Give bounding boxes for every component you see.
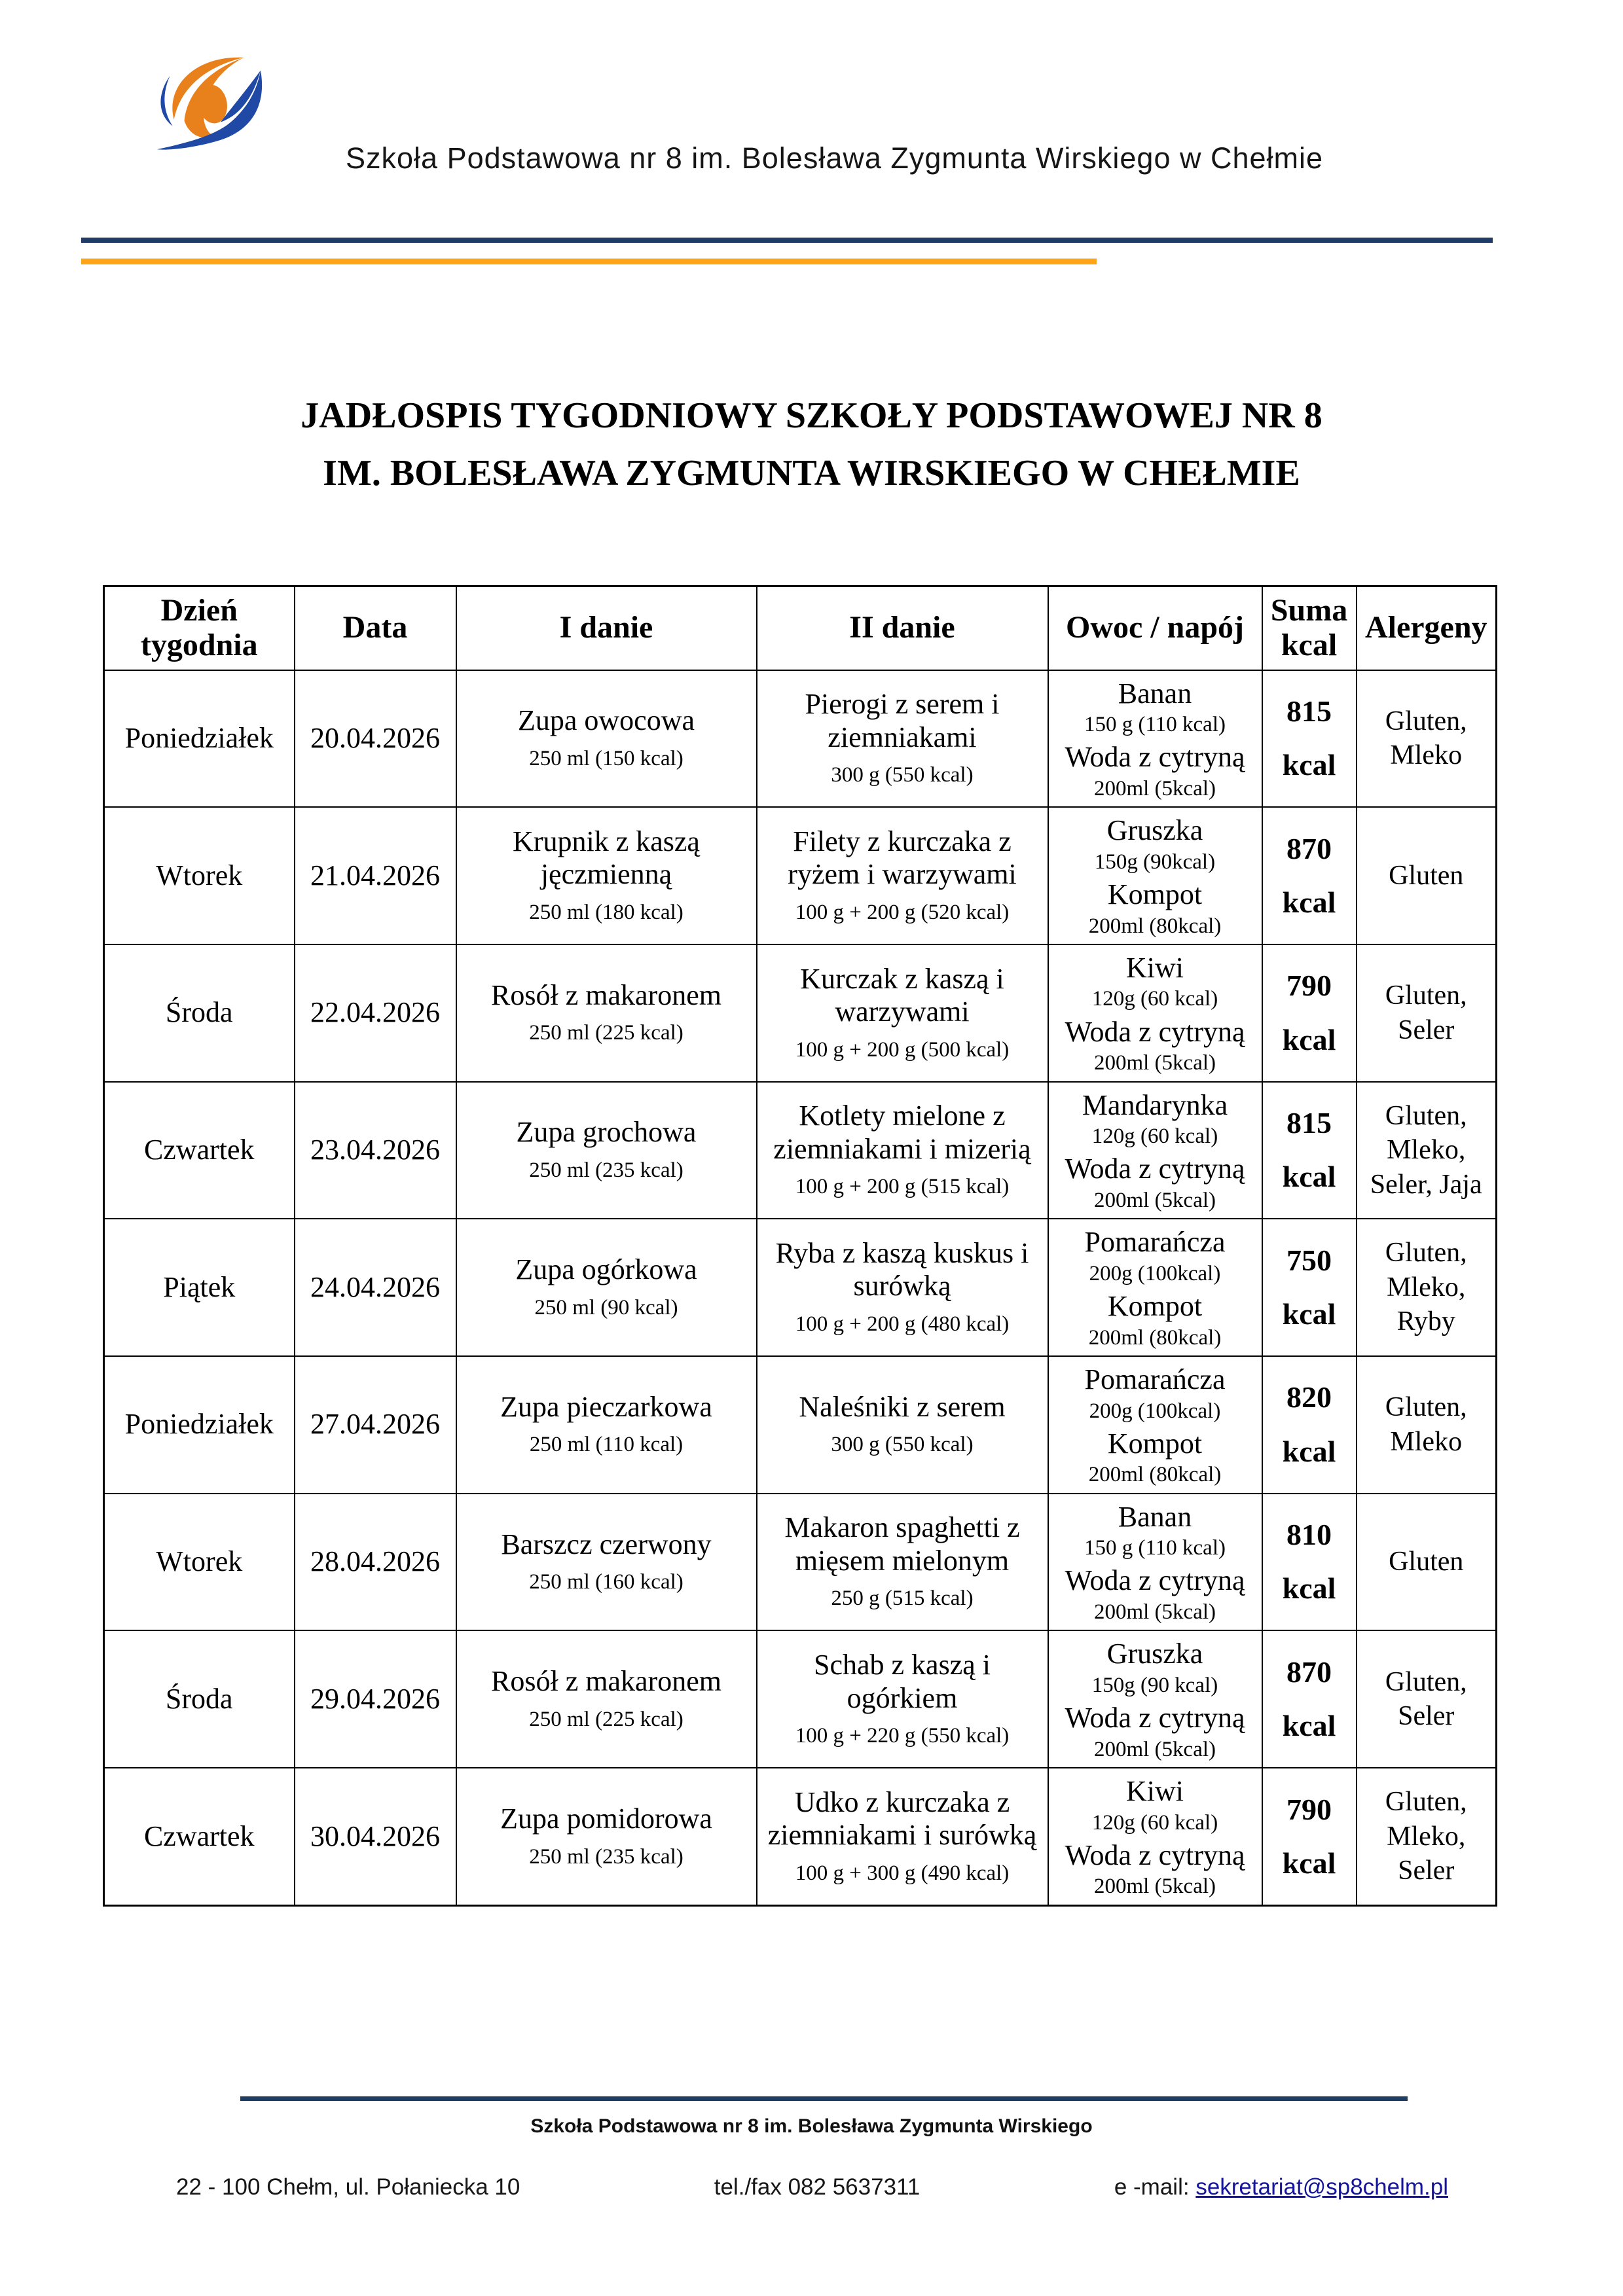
document-title: [0, 396, 1623, 493]
column-header-allergens: Alergeny: [1357, 586, 1497, 670]
header-school-name: Szkoła Podstawowa nr 8 im. Bolesława Zygmunta Wirskiego w Chełmie: [346, 141, 1324, 175]
column-header-course2: II danie: [757, 586, 1048, 670]
fruit-drink-cell: [1048, 1356, 1262, 1494]
fruit-portion: 150g (90 kcal): [1091, 1673, 1218, 1697]
fruit-name: Gruszka: [1106, 814, 1203, 847]
kcal-value: 810: [1286, 1518, 1332, 1552]
fruit-portion: 120g (60 kcal): [1091, 1810, 1218, 1835]
course1-portion: 250 ml (235 kcal): [529, 1844, 684, 1869]
course2-name: Naleśniki z serem: [799, 1390, 1006, 1423]
table-row: [104, 807, 1497, 944]
footer-address: 22 - 100 Chełm, ul. Połaniecka 10: [176, 2174, 520, 2200]
course1-cell: [456, 1494, 757, 1631]
allergens-cell: Gluten, Mleko: [1357, 1356, 1497, 1494]
date-cell: 21.04.2026: [295, 807, 456, 944]
footer-email: [1114, 2174, 1448, 2200]
kcal-cell: [1262, 1768, 1357, 1905]
course1-name: Rosół z makaronem: [491, 1665, 721, 1698]
kcal-value: 870: [1286, 831, 1332, 865]
kcal-value: 815: [1286, 1106, 1332, 1140]
course2-portion: 250 g (515 kcal): [831, 1587, 974, 1611]
document-title-line1: JADŁOSPIS TYGODNIOWY SZKOŁY PODSTAWOWEJ NR 8: [301, 395, 1322, 436]
kcal-value: 870: [1286, 1655, 1332, 1689]
course2-cell: [757, 670, 1048, 808]
fruit-portion: 150 g (110 kcal): [1084, 713, 1226, 737]
course2-cell: [757, 1356, 1048, 1494]
course2-name: Ryba z kaszą kuskus i surówką: [775, 1236, 1029, 1302]
date-cell: 20.04.2026: [295, 670, 456, 808]
table-header-row: [104, 586, 1497, 670]
fruit-drink-cell: [1048, 1494, 1262, 1631]
course2-cell: [757, 1494, 1048, 1631]
drink-portion: 200ml (80kcal): [1088, 914, 1222, 938]
fruit-portion: 150g (90kcal): [1094, 850, 1216, 874]
fruit-drink-cell: [1048, 1630, 1262, 1768]
day-cell: Piątek: [104, 1219, 295, 1356]
drink-name: Woda z cytryną: [1065, 1015, 1245, 1048]
fruit-portion: 120g (60 kcal): [1091, 1124, 1218, 1149]
course2-cell: [757, 1219, 1048, 1356]
kcal-value: 750: [1286, 1243, 1332, 1277]
kcal-cell: [1262, 1356, 1357, 1494]
day-cell: Czwartek: [104, 1768, 295, 1905]
drink-name: Woda z cytryną: [1065, 741, 1245, 774]
kcal-cell: [1262, 807, 1357, 944]
day-cell: Wtorek: [104, 1494, 295, 1631]
course2-name: Makaron spaghetti z mięsem mielonym: [784, 1511, 1020, 1577]
kcal-unit: kcal: [1282, 1160, 1336, 1194]
course2-portion: 100 g + 200 g (500 kcal): [795, 1037, 1010, 1062]
allergens-cell: Gluten, Mleko, Seler, Jaja: [1357, 1082, 1497, 1219]
fruit-drink-cell: [1048, 1768, 1262, 1905]
day-cell: Poniedziałek: [104, 1356, 295, 1494]
fruit-name: Gruszka: [1106, 1638, 1203, 1670]
course2-portion: 100 g + 200 g (480 kcal): [795, 1312, 1010, 1336]
course2-name: Kurczak z kaszą i warzywami: [800, 962, 1004, 1028]
table-row: [104, 1082, 1497, 1219]
kcal-cell: [1262, 670, 1357, 808]
day-cell: Środa: [104, 1630, 295, 1768]
day-cell: Poniedziałek: [104, 670, 295, 808]
kcal-cell: [1262, 1494, 1357, 1631]
drink-name: Woda z cytryną: [1065, 1702, 1245, 1734]
allergens-cell: Gluten, Mleko, Ryby: [1357, 1219, 1497, 1356]
weekly-menu-table: [103, 585, 1497, 1907]
course1-name: Zupa ogórkowa: [515, 1253, 697, 1286]
course2-cell: [757, 944, 1048, 1082]
drink-portion: 200ml (80kcal): [1088, 1463, 1222, 1487]
column-header-date: Data: [295, 586, 456, 670]
footer-school-name: Szkoła Podstawowa nr 8 im. Bolesława Zygmunta Wirskiego: [530, 2115, 1093, 2137]
allergens-cell: Gluten, Seler: [1357, 944, 1497, 1082]
kcal-cell: [1262, 1082, 1357, 1219]
day-cell: Wtorek: [104, 807, 295, 944]
kcal-unit: kcal: [1282, 1434, 1336, 1468]
course2-portion: 100 g + 220 g (550 kcal): [795, 1724, 1010, 1748]
fruit-drink-cell: [1048, 1082, 1262, 1219]
course1-name: Krupnik z kaszą jęczmienną: [513, 825, 700, 891]
course1-name: Zupa owocowa: [517, 704, 695, 737]
course2-name: Pierogi z serem i ziemniakami: [805, 688, 1000, 753]
column-header-day: Dzień tygodnia: [104, 586, 295, 670]
course1-portion: 250 ml (160 kcal): [529, 1570, 684, 1594]
course1-name: Zupa pieczarkowa: [500, 1390, 712, 1423]
drink-name: Kompot: [1107, 1427, 1203, 1460]
document-title-line2: IM. BOLESŁAWA ZYGMUNTA WIRSKIEGO W CHEŁMIE: [323, 453, 1300, 493]
fruit-name: Kiwi: [1126, 1775, 1184, 1807]
course1-portion: 250 ml (225 kcal): [529, 1707, 684, 1731]
drink-portion: 200ml (5kcal): [1093, 1189, 1216, 1212]
date-cell: 22.04.2026: [295, 944, 456, 1082]
date-cell: 23.04.2026: [295, 1082, 456, 1219]
drink-portion: 200ml (80kcal): [1088, 1325, 1222, 1350]
course1-portion: 250 ml (110 kcal): [529, 1433, 684, 1457]
course2-portion: 100 g + 200 g (520 kcal): [795, 901, 1010, 924]
school-logo-icon: [155, 54, 267, 157]
fruit-portion: 200g (100kcal): [1089, 1261, 1221, 1285]
course1-cell: [456, 1082, 757, 1219]
course1-portion: 250 ml (90 kcal): [534, 1295, 678, 1319]
fruit-drink-cell: [1048, 670, 1262, 808]
table-row: [104, 1630, 1497, 1768]
course1-cell: [456, 1356, 757, 1494]
footer-phone: tel./fax 082 5637311: [714, 2174, 921, 2200]
kcal-unit: kcal: [1282, 1297, 1336, 1331]
drink-name: Woda z cytryną: [1065, 1564, 1245, 1597]
course1-cell: [456, 807, 757, 944]
allergens-cell: Gluten, Seler: [1357, 1630, 1497, 1768]
footer-contact-row: [176, 2174, 1448, 2200]
course1-portion: 250 ml (225 kcal): [529, 1021, 684, 1045]
kcal-unit: kcal: [1282, 886, 1336, 920]
table-row: [104, 944, 1497, 1082]
fruit-name: Banan: [1118, 1500, 1192, 1533]
date-cell: 30.04.2026: [295, 1768, 456, 1905]
kcal-cell: [1262, 1219, 1357, 1356]
drink-name: Woda z cytryną: [1065, 1839, 1245, 1871]
header-divider-navy: [81, 238, 1493, 243]
fruit-name: Kiwi: [1126, 951, 1184, 984]
course2-name: Schab z kaszą i ogórkiem: [814, 1648, 991, 1714]
column-header-course1: I danie: [456, 586, 757, 670]
table-row: [104, 670, 1497, 808]
allergens-cell: Gluten, Mleko: [1357, 670, 1497, 808]
date-cell: 28.04.2026: [295, 1494, 456, 1631]
day-cell: Czwartek: [104, 1082, 295, 1219]
course1-cell: [456, 1630, 757, 1768]
table-row: [104, 1494, 1497, 1631]
table-row: [104, 1219, 1497, 1356]
course1-name: Rosół z makaronem: [491, 978, 721, 1011]
fruit-portion: 120g (60 kcal): [1091, 987, 1218, 1011]
course1-portion: 250 ml (235 kcal): [529, 1158, 684, 1183]
fruit-name: Pomarańcza: [1084, 1226, 1226, 1259]
allergens-cell: Gluten: [1357, 807, 1497, 944]
footer-divider: [240, 2096, 1408, 2101]
header-divider-orange: [81, 259, 1097, 264]
course2-name: Udko z kurczaka z ziemniakami i surówką: [767, 1785, 1037, 1852]
course2-name: Kotlety mielone z ziemniakami i mizerią: [773, 1100, 1031, 1165]
kcal-value: 815: [1286, 694, 1332, 728]
allergens-cell: Gluten, Mleko, Seler: [1357, 1768, 1497, 1905]
course1-name: Zupa pomidorowa: [500, 1802, 712, 1835]
course2-portion: 300 g (550 kcal): [831, 763, 974, 787]
kcal-cell: [1262, 1630, 1357, 1768]
fruit-name: Pomarańcza: [1084, 1363, 1226, 1395]
allergens-cell: Gluten: [1357, 1494, 1497, 1631]
footer-email-link[interactable]: sekretariat@sp8chelm.pl: [1195, 2174, 1448, 2200]
course2-cell: [757, 807, 1048, 944]
day-cell: Środa: [104, 944, 295, 1082]
drink-portion: 200ml (5kcal): [1093, 776, 1216, 800]
fruit-drink-cell: [1048, 807, 1262, 944]
fruit-portion: 150 g (110 kcal): [1084, 1536, 1226, 1560]
course2-cell: [757, 1630, 1048, 1768]
kcal-unit: kcal: [1282, 1571, 1336, 1605]
column-header-kcal: Suma kcal: [1262, 586, 1357, 670]
course1-name: Zupa grochowa: [516, 1116, 697, 1149]
course2-name: Filety z kurczaka z ryżem i warzywami: [788, 825, 1017, 891]
course2-cell: [757, 1768, 1048, 1905]
kcal-value: 790: [1286, 1792, 1332, 1826]
course1-cell: [456, 944, 757, 1082]
table-row: [104, 1768, 1497, 1905]
course1-name: Barszcz czerwony: [501, 1528, 712, 1560]
drink-portion: 200ml (5kcal): [1093, 1737, 1216, 1761]
course1-cell: [456, 670, 757, 808]
kcal-unit: kcal: [1282, 1846, 1336, 1880]
drink-name: Woda z cytryną: [1065, 1153, 1245, 1185]
kcal-cell: [1262, 944, 1357, 1082]
kcal-value: 820: [1286, 1380, 1332, 1414]
fruit-name: Mandarynka: [1082, 1088, 1228, 1121]
kcal-unit: kcal: [1282, 1709, 1336, 1743]
course2-portion: 300 g (550 kcal): [831, 1433, 974, 1457]
drink-portion: 200ml (5kcal): [1093, 1600, 1216, 1624]
fruit-name: Banan: [1118, 677, 1192, 709]
course1-cell: [456, 1219, 757, 1356]
course1-portion: 250 ml (180 kcal): [529, 901, 684, 924]
date-cell: 27.04.2026: [295, 1356, 456, 1494]
kcal-unit: kcal: [1282, 1022, 1336, 1056]
fruit-drink-cell: [1048, 944, 1262, 1082]
date-cell: 29.04.2026: [295, 1630, 456, 1768]
drink-name: Kompot: [1107, 1290, 1203, 1323]
drink-name: Kompot: [1107, 878, 1203, 911]
kcal-unit: kcal: [1282, 748, 1336, 782]
drink-portion: 200ml (5kcal): [1093, 1874, 1216, 1899]
footer-email-label: e -mail:: [1114, 2174, 1190, 2200]
course2-portion: 100 g + 200 g (515 kcal): [795, 1175, 1010, 1199]
table-row: [104, 1356, 1497, 1494]
course2-cell: [757, 1082, 1048, 1219]
column-header-fruit-drink: Owoc / napój: [1048, 586, 1262, 670]
course1-portion: 250 ml (150 kcal): [529, 747, 684, 771]
date-cell: 24.04.2026: [295, 1219, 456, 1356]
course1-cell: [456, 1768, 757, 1905]
fruit-portion: 200g (100kcal): [1089, 1399, 1221, 1423]
course2-portion: 100 g + 300 g (490 kcal): [795, 1861, 1010, 1885]
drink-portion: 200ml (5kcal): [1093, 1051, 1216, 1075]
fruit-drink-cell: [1048, 1219, 1262, 1356]
kcal-value: 790: [1286, 969, 1332, 1003]
